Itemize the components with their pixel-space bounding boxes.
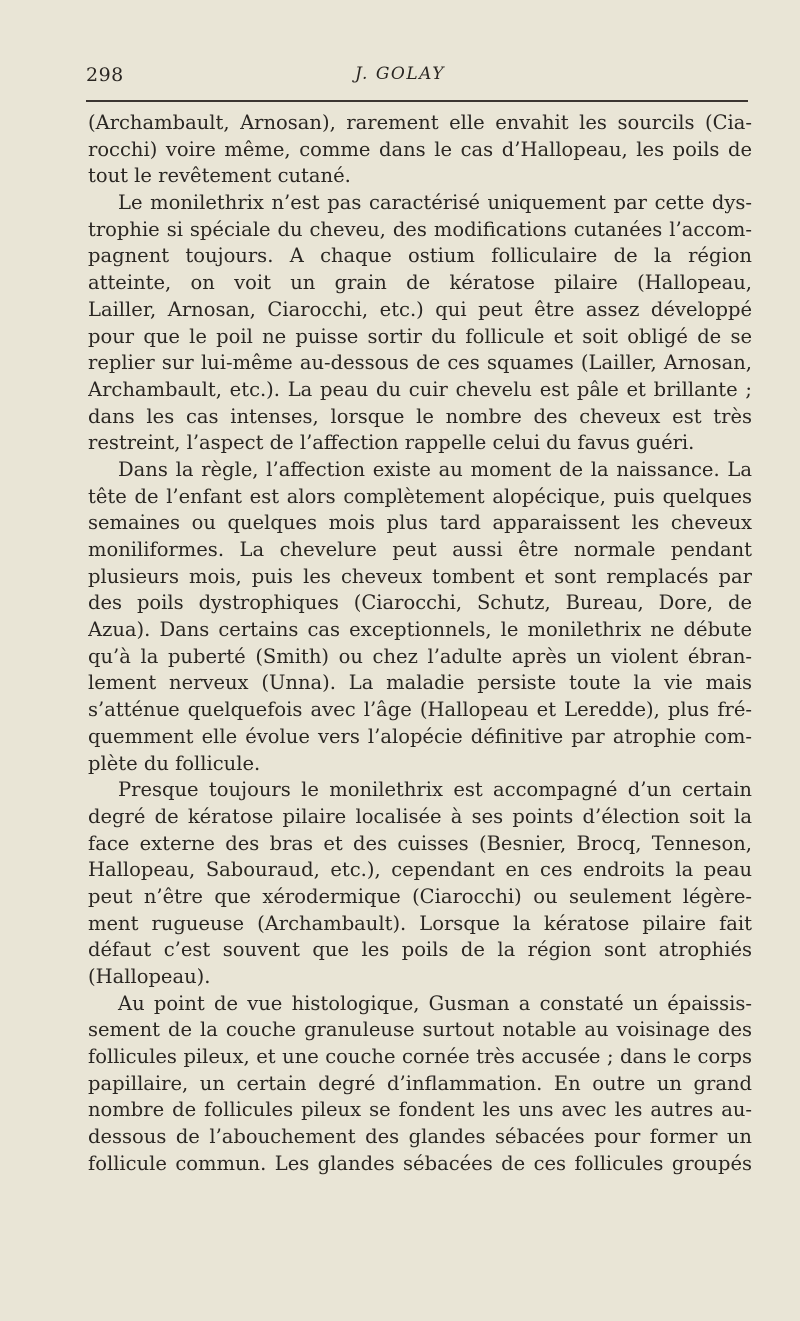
text-line: replier sur lui-même au-dessous de ces squames (Lailler, Arnosan, bbox=[88, 351, 752, 375]
text-line: quemment elle évolue vers l’alopécie définitive par atrophie com- bbox=[88, 724, 752, 748]
text-line: Le monilethrix n’est pas caractérisé uniquement par cette dys- bbox=[118, 191, 752, 215]
text-line: lement nerveux (Unna). La maladie persiste toute la vie mais bbox=[88, 671, 752, 695]
header-rule bbox=[86, 100, 748, 102]
text-line: nombre de follicules pileux se fondent les uns avec les autres au- bbox=[88, 1098, 752, 1122]
text-line: semaines ou quelques mois plus tard apparaissent les cheveux bbox=[88, 511, 752, 535]
page-number: 298 bbox=[86, 64, 124, 86]
text-line: ment rugueuse (Archambault). Lorsque la kératose pilaire fait bbox=[88, 911, 752, 935]
text-line: des poils dystrophiques (Ciarocchi, Schutz, Bureau, Dore, de bbox=[88, 591, 752, 615]
text-line: s’atténue quelquefois avec l’âge (Hallopeau et Leredde), plus fré- bbox=[88, 698, 752, 722]
text-line: Hallopeau, Sabouraud, etc.), cependant en ces endroits la peau bbox=[88, 858, 752, 882]
text-line: pagnent toujours. A chaque ostium folliculaire de la région bbox=[88, 244, 752, 268]
text-line: sement de la couche granuleuse surtout notable au voisinage des bbox=[88, 1018, 752, 1042]
text-line: follicule commun. Les glandes sébacées de ces follicules groupés bbox=[88, 1151, 752, 1175]
text-line: face externe des bras et des cuisses (Besnier, Brocq, Tenneson, bbox=[88, 831, 752, 855]
text-line: tête de l’enfant est alors complètement alopécique, puis quelques bbox=[88, 484, 752, 508]
text-line: Au point de vue histologique, Gusman a constaté un épaissis- bbox=[118, 991, 752, 1015]
text-line: Dans la règle, l’affection existe au moment de la naissance. La bbox=[118, 457, 752, 481]
text-line: défaut c’est souvent que les poils de la région sont atrophiés bbox=[88, 938, 752, 962]
text-line: dessous de l’abouchement des glandes sébacées pour former un bbox=[88, 1125, 752, 1149]
text-line: follicules pileux, et une couche cornée très accusée ; dans le corps bbox=[88, 1045, 752, 1069]
running-head: J. GOLAY bbox=[355, 64, 445, 84]
text-line: Lailler, Arnosan, Ciarocchi, etc.) qui peut être assez développé bbox=[88, 297, 752, 321]
text-line: papillaire, un certain degré d’inflammation. En outre un grand bbox=[88, 1071, 752, 1095]
body-text bbox=[88, 110, 752, 1178]
text-line: plète du follicule. bbox=[88, 751, 261, 775]
text-line: Presque toujours le monilethrix est accompagné d’un certain bbox=[118, 778, 752, 802]
text-line: Archambault, etc.). La peau du cuir chevelu est pâle et brillante ; bbox=[88, 377, 752, 401]
text-line: plusieurs mois, puis les cheveux tombent et sont remplacés par bbox=[88, 564, 752, 588]
text-line: atteinte, on voit un grain de kératose pilaire (Hallopeau, bbox=[88, 271, 752, 295]
text-line: degré de kératose pilaire localisée à ses points d’élection soit la bbox=[88, 804, 752, 828]
text-line: rocchi) voire même, comme dans le cas d’Hallopeau, les poils de bbox=[88, 137, 752, 161]
text-line: (Hallopeau). bbox=[88, 965, 211, 988]
text-line: qu’à la puberté (Smith) ou chez l’adulte après un violent ébran- bbox=[88, 644, 752, 668]
text-line: restreint, l’aspect de l’affection rappelle celui du favus guéri. bbox=[88, 431, 695, 455]
text-line: Azua). Dans certains cas exceptionnels, le monilethrix ne débute bbox=[88, 618, 752, 642]
text-line: (Archambault, Arnosan), rarement elle envahit les sourcils (Cia- bbox=[88, 111, 752, 134]
text-line: trophie si spéciale du cheveu, des modifications cutanées l’accom- bbox=[88, 217, 752, 241]
text-line: moniliformes. La chevelure peut aussi être normale pendant bbox=[88, 538, 752, 561]
text-line: peut n’être que xérodermique (Ciarocchi) ou seulement légère- bbox=[88, 884, 752, 908]
text-line: pour que le poil ne puisse sortir du follicule et soit obligé de se bbox=[88, 324, 752, 348]
text-line: tout le revêtement cutané. bbox=[88, 164, 351, 188]
text-line: dans les cas intenses, lorsque le nombre des cheveux est très bbox=[88, 404, 752, 428]
